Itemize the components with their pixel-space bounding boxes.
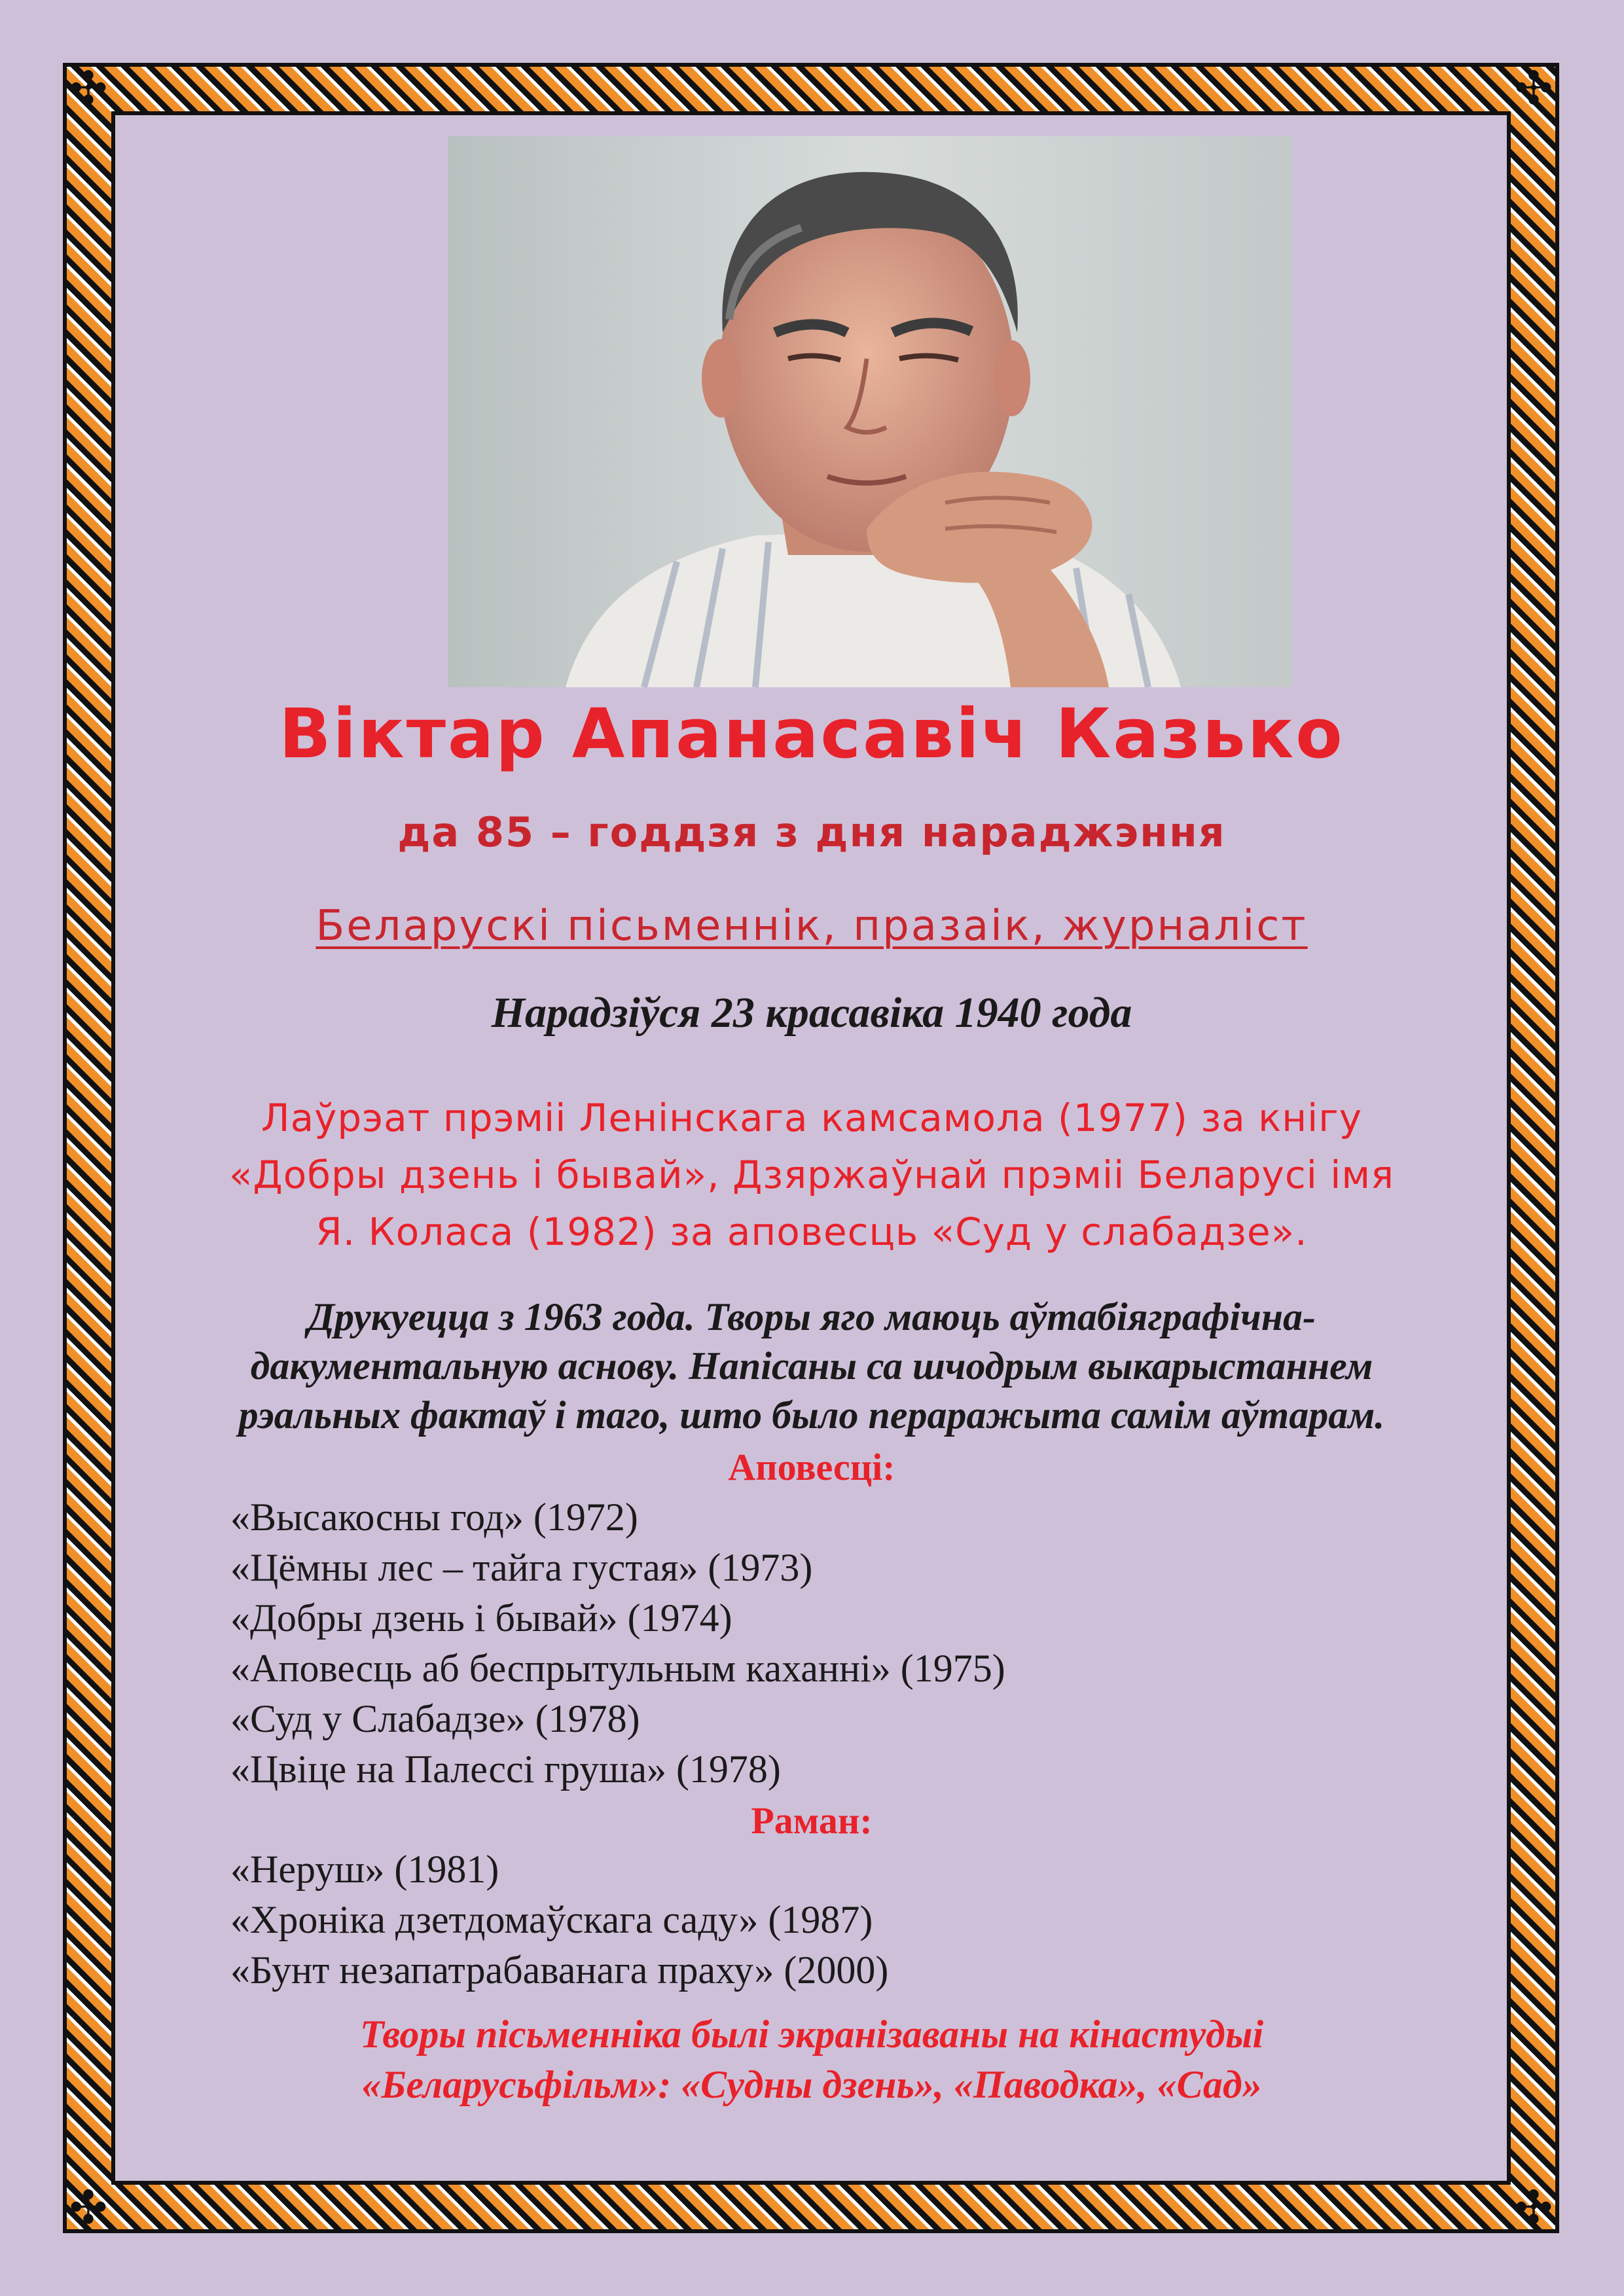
films-line: Творы пісьменніка былі экранізаваны на кінастудыі <box>359 2013 1264 2056</box>
corner-ornament-icon: ✣ <box>69 62 108 115</box>
author-name: Віктар Апанасавіч Казько <box>279 694 1344 774</box>
list-item: «Суд у Слабадзе» (1978) <box>230 1697 640 1740</box>
profession-line <box>170 902 1453 950</box>
corner-ornament-icon: ✣ <box>1514 2181 1553 2234</box>
novellas-heading: Аповесці: <box>728 1446 895 1488</box>
bio-line: рэальных фактаў і таго, што было пераражыта самім аўтарам. <box>238 1393 1385 1437</box>
novellas-list <box>230 1492 1005 1795</box>
bio-line: дакументальную аснову. Напісаны са шчодрым выкарыстаннем <box>250 1344 1373 1388</box>
corner-ornament-icon: ✣ <box>1514 62 1553 115</box>
list-item: «Неруш» (1981) <box>230 1848 499 1891</box>
list-item: «Добры дзень і бывай» (1974) <box>230 1596 732 1640</box>
author-portrait <box>448 136 1292 687</box>
list-item: «Аповесць аб беспрытульным каханні» (1975) <box>230 1647 1005 1690</box>
films-line: «Беларусьфільм»: «Судны дзень», «Паводка», «Сад» <box>361 2063 1262 2106</box>
novels-heading: Раман: <box>751 1799 873 1842</box>
profession-text: Беларускі пісьменнік, празаік, журналіст <box>316 902 1308 950</box>
laureate-line: Я. Коласа (1982) за аповесць «Суд у слабадзе». <box>316 1210 1308 1254</box>
laureate-paragraph <box>170 1090 1453 1261</box>
laureate-line: «Добры дзень і бывай», Дзяржаўнай прэміі Беларусі імя <box>228 1153 1395 1197</box>
biography-paragraph <box>170 1293 1453 1440</box>
list-item: «Высакосны год» (1972) <box>230 1496 638 1539</box>
birth-date: Нарадзіўся 23 красавіка 1940 года <box>491 989 1132 1037</box>
film-adaptations <box>170 2009 1453 2110</box>
list-item: «Цвіце на Палессі груша» (1978) <box>230 1748 781 1791</box>
list-item: «Хроніка дзетдомаўскага саду» (1987) <box>230 1898 873 1941</box>
list-item: «Бунт незапатрабаванага праху» (2000) <box>230 1948 889 1992</box>
anniversary-subtitle: да 85 – годдзя з дня нараджэння <box>397 808 1226 856</box>
list-item: «Цёмны лес – тайга густая» (1973) <box>230 1546 813 1589</box>
corner-ornament-icon: ✣ <box>69 2181 108 2234</box>
laureate-line: Лаўрэат прэміі Ленінскага камсамола (1977) за кнігу <box>261 1096 1363 1140</box>
bio-line: Друкуецца з 1963 года. Творы яго маюць аўтабіяграфічна- <box>307 1295 1316 1338</box>
novels-list <box>230 1844 888 1996</box>
